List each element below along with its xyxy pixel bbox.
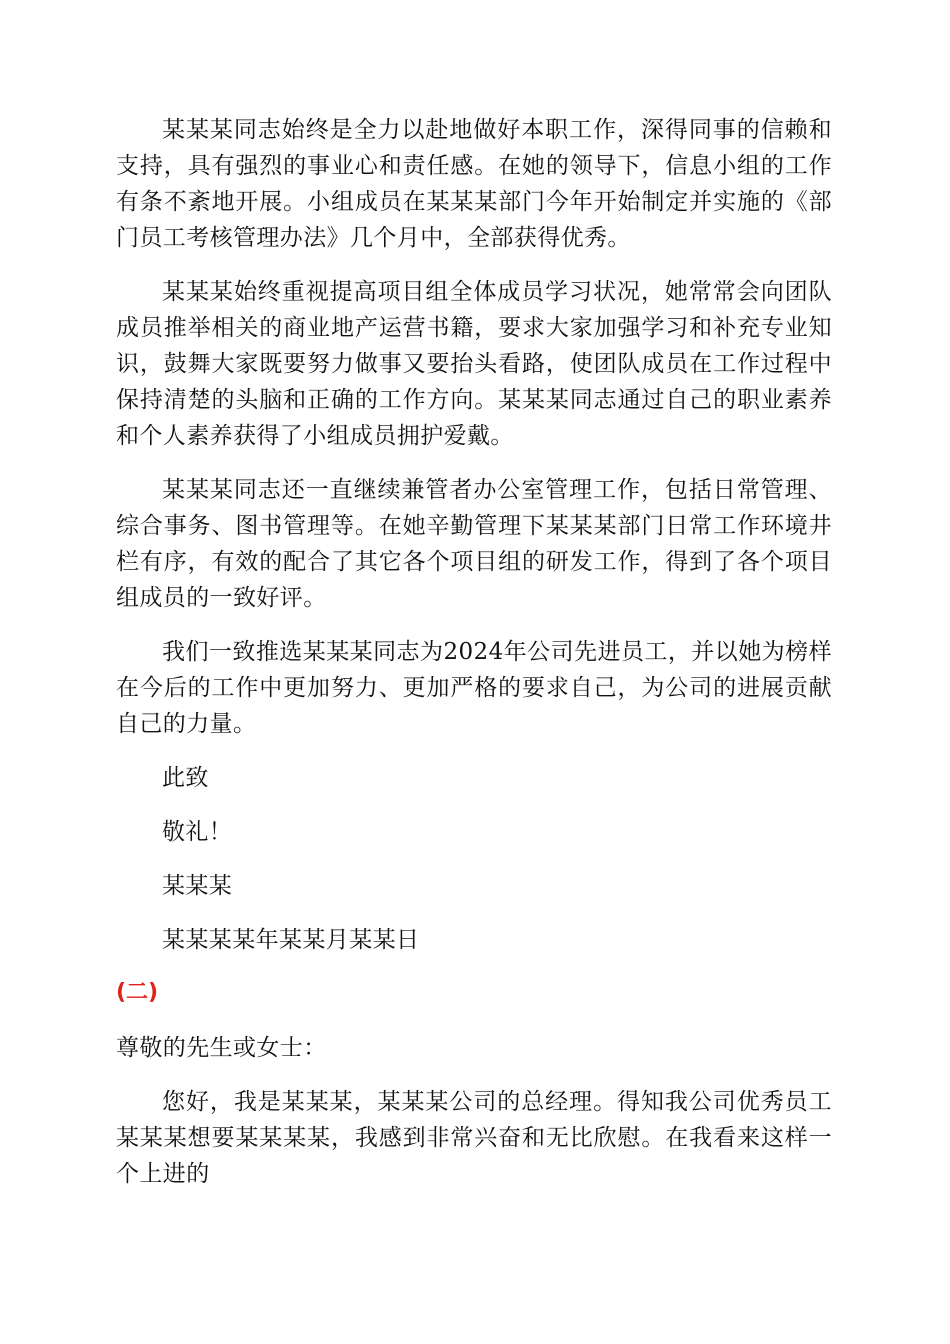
paragraph: 您好，我是某某某，某某某公司的总经理。得知我公司优秀员工某某某想要某某某某，我感到非常兴奋和无比欣慰。在我看来这样一个上进的 <box>116 1089 832 1187</box>
section-heading: (二) <box>116 980 159 1005</box>
regards-line: 敬礼！ <box>162 819 233 845</box>
document-page <box>116 112 832 1192</box>
paragraph: 某某某同志始终是全力以赴地做好本职工作，深得同事的信赖和支持，具有强烈的事业心和责任感。在她的领导下，信息小组的工作有条不紊地开展。小组成员在某某某部门今年开始制定并实施的《部门员工考核管理办法》几个月中，全部获得优秀。 <box>116 117 832 251</box>
paragraph: 某某某同志还一直继续兼管者办公室管理工作，包括日常管理、综合事务、图书管理等。在她辛勤管理下某某某部门日常工作环境井栏有序，有效的配合了其它各个项目组的研发工作，得到了各个项目组成员的一致好评。 <box>116 477 832 611</box>
closing-line: 此致 <box>162 765 209 791</box>
paragraph: 某某某始终重视提高项目组全体成员学习状况，她常常会向团队成员推举相关的商业地产运营书籍，要求大家加强学习和补充专业知识，鼓舞大家既要努力做事又要抬头看路，使团队成员在工作过程中保持清楚的头脑和正确的工作方向。某某某同志通过自己的职业素养和个人素养获得了小组成员拥护爱戴。 <box>116 279 832 449</box>
paragraph: 我们一致推选某某某同志为2024年公司先进员工，并以她为榜样在今后的工作中更加努力、更加严格的要求自己，为公司的进展贡献自己的力量。 <box>116 639 832 737</box>
date-line: 某某某某年某某月某某日 <box>162 927 420 953</box>
signature: 某某某 <box>162 873 233 899</box>
salutation: 尊敬的先生或女士： <box>116 1035 327 1061</box>
